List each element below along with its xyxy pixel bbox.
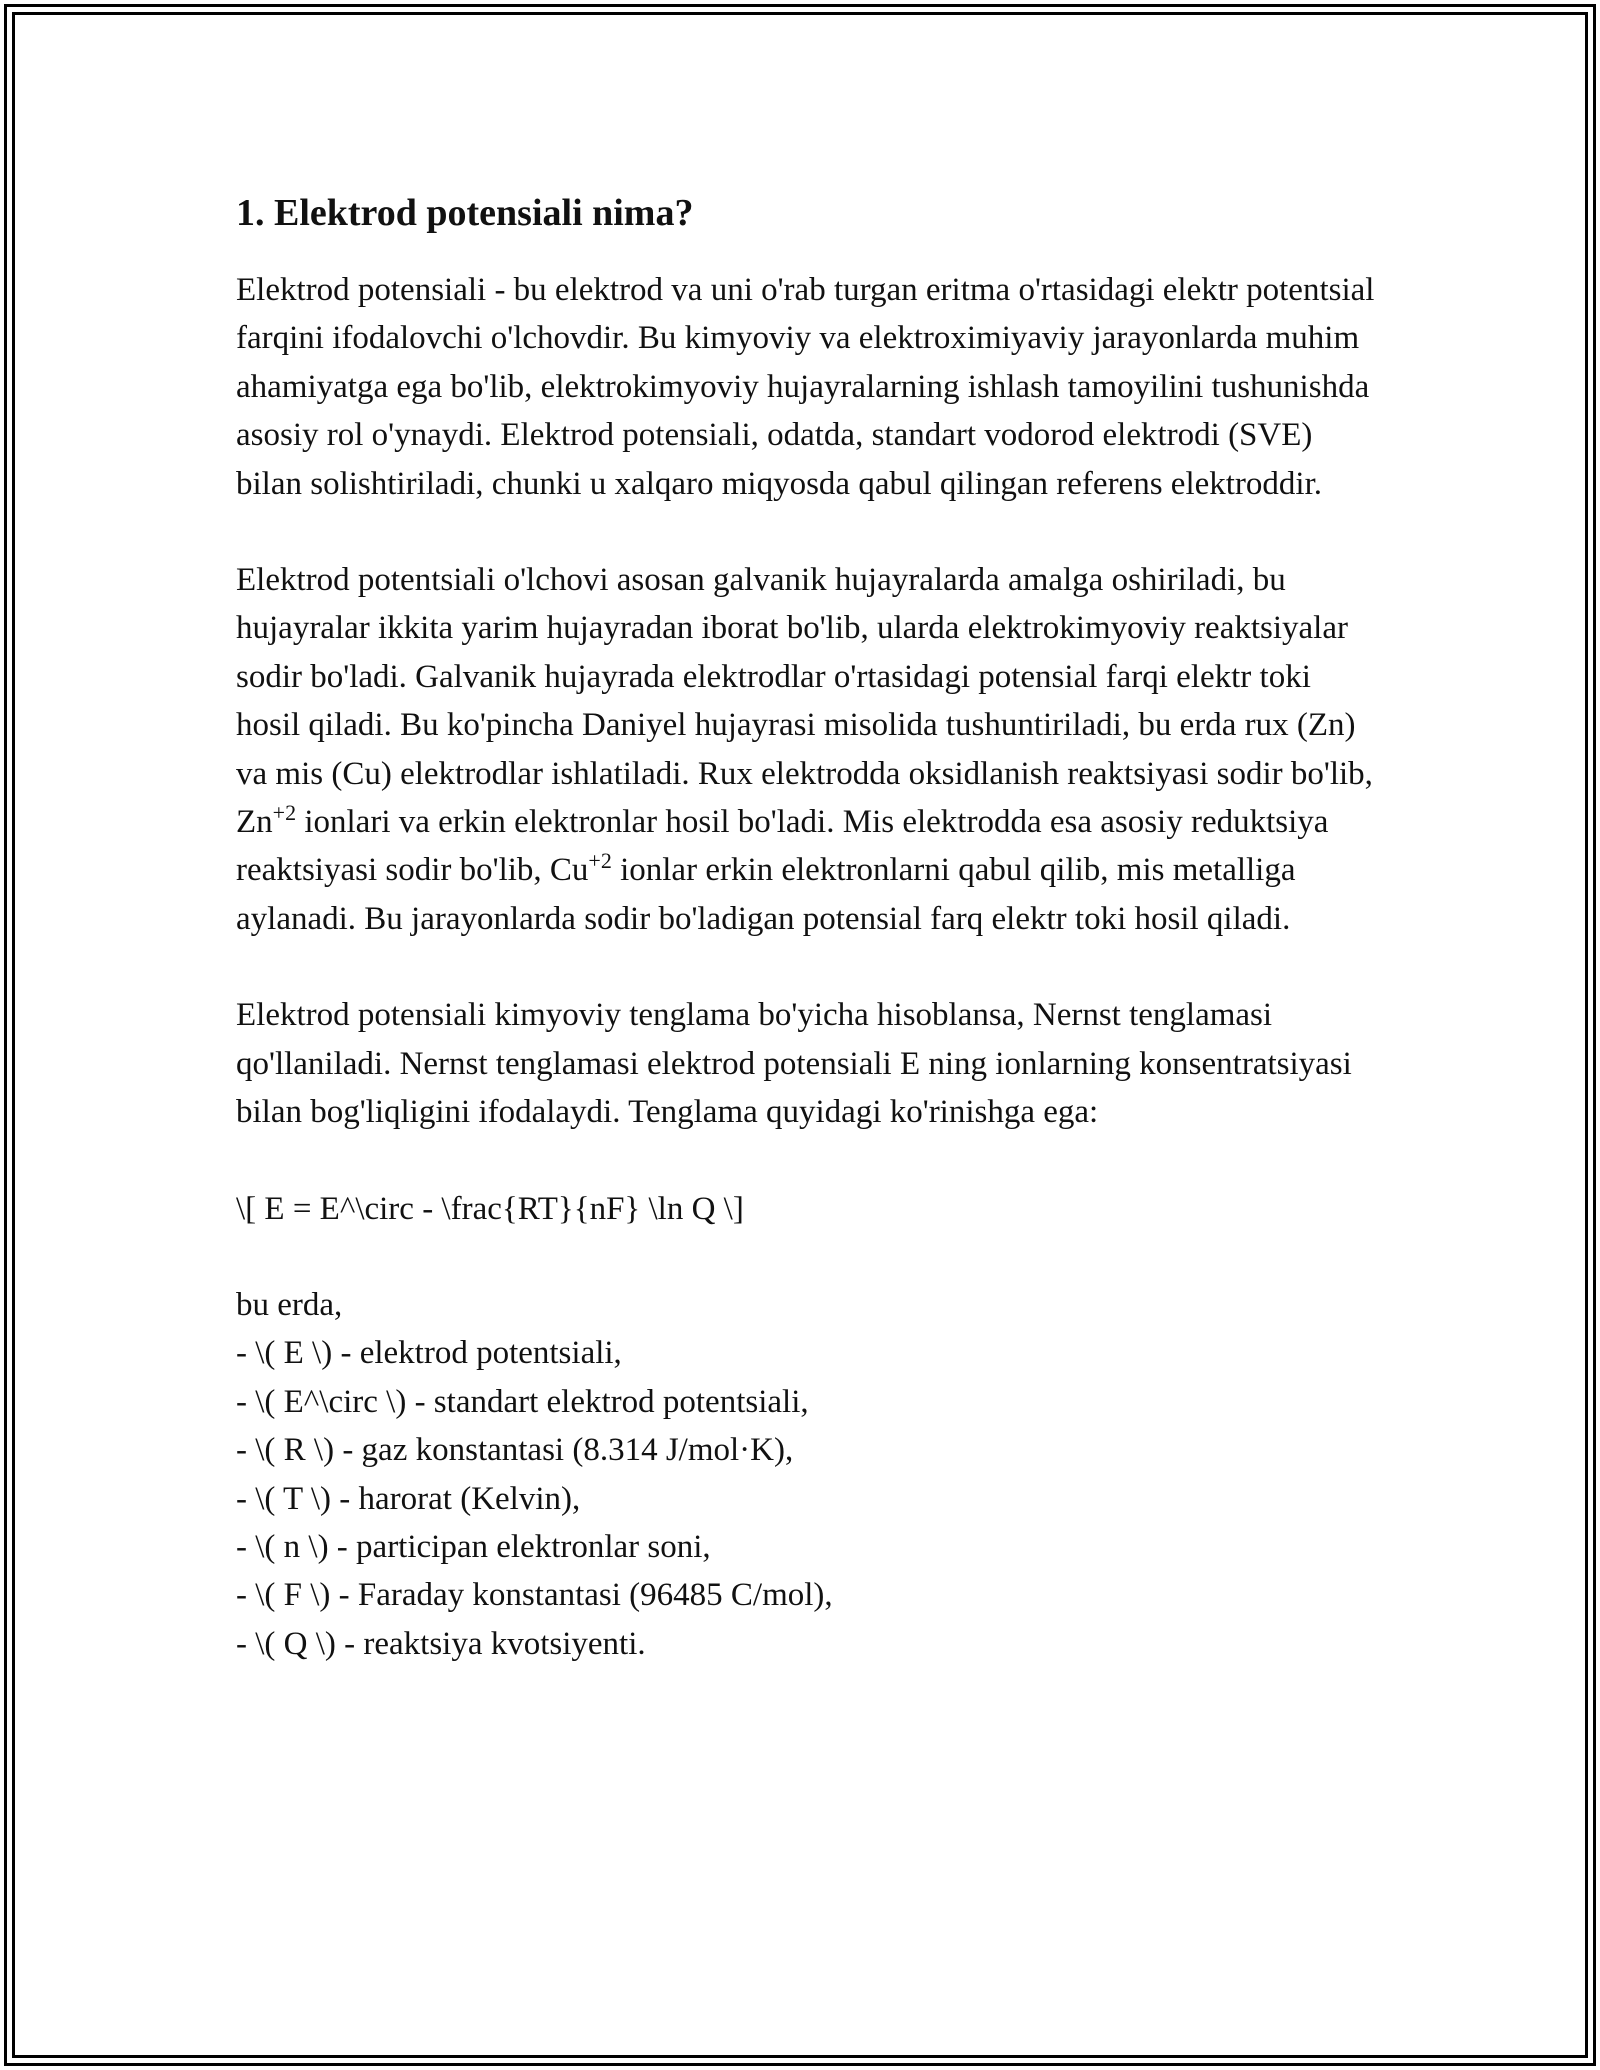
zn-charge-superscript: +2 xyxy=(272,800,297,826)
variable-item: - \( Q \) - reaktsiya kvotsiyenti. xyxy=(236,1625,646,1662)
variable-item: - \( E^\circ \) - standart elektrod potentsiali, xyxy=(236,1383,809,1420)
variable-item: - \( n \) - participan elektronlar soni, xyxy=(236,1528,711,1565)
paragraph-galvanic-text-3: ionlar erkin elektronlarni qabul qilib, mis metalliga aylanadi. Bu jarayonlarda sodir bo'ladigan potensial farq elektr toki hosil qiladi. xyxy=(236,852,1296,937)
document-content xyxy=(236,188,1376,1668)
paragraph-nernst: Elektrod potensiali kimyoviy tenglama bo'yicha hisoblansa, Nernst tenglamasi qo'llaniladi. Nernst tenglamasi elektrod potensiali E ning ionlarning konsentratsiyasi bilan bog'liqligini ifodalaydi. Tenglama quyidagi ko'rinishga ega: xyxy=(236,997,1352,1131)
variable-item: - \( E \) - elektrod potentsiali, xyxy=(236,1335,622,1372)
variable-item: - \( T \) - harorat (Kelvin), xyxy=(236,1480,581,1517)
cu-charge-superscript: +2 xyxy=(588,848,612,874)
section-heading: 1. Elektrod potensiali nima? xyxy=(236,192,694,234)
variable-item: - \( F \) - Faraday konstantasi (96485 C/mol), xyxy=(236,1577,833,1614)
paragraph-definition: Elektrod potensiali - bu elektrod va uni o'rab turgan eritma o'rtasidagi elektr potentsial farqini ifodalovchi o'lchovdir. Bu kimyoviy va elektroximiyaviy jarayonlarda muhim ahamiyatga ega bo'lib, elektrokimyoviy hujayralarning ishlash tamoyilini tushunishda asosiy rol o'ynaydi. Elektrod potensiali, odatda, standart vodorod elektrodi (SVE) bilan solishtiriladi, chunki u xalqaro miqyosda qabul qilingan referens elektroddir. xyxy=(236,272,1375,502)
paragraph-galvanic-text-1: Elektrod potentsiali o'lchovi asosan galvanik hujayralarda amalga oshiriladi, bu hujayralar ikkita yarim hujayradan iborat bo'lib, ularda elektrokimyoviy reaktsiyalar sodir bo'ladi. Galvanik hujayrada elektrodlar o'rtasidagi potensial farqi elektr toki hosil qiladi. Bu ko'pincha Daniyel hujayrasi misolida tushuntiriladi, bu erda rux (Zn) va mis (Cu) elektrodlar ishlatiladi. Rux elektrodda oksidlanish reaktsiyasi sodir bo'lib, Zn xyxy=(236,562,1373,841)
nernst-formula: \[ E = E^\circ - \frac{RT}{nF} \ln Q \] xyxy=(236,1190,744,1227)
variables-intro: bu erda, xyxy=(236,1286,343,1323)
paragraph-galvanic-text-2: ionlari va erkin elektronlar hosil bo'ladi. Mis elektrodda esa asosiy reduktsiya reaktsiyasi sodir bo'lib, Cu xyxy=(236,804,1329,889)
variable-item: - \( R \) - gaz konstantasi (8.314 J/mol·K), xyxy=(236,1432,794,1469)
paragraph-galvanic-cell xyxy=(236,556,1376,943)
